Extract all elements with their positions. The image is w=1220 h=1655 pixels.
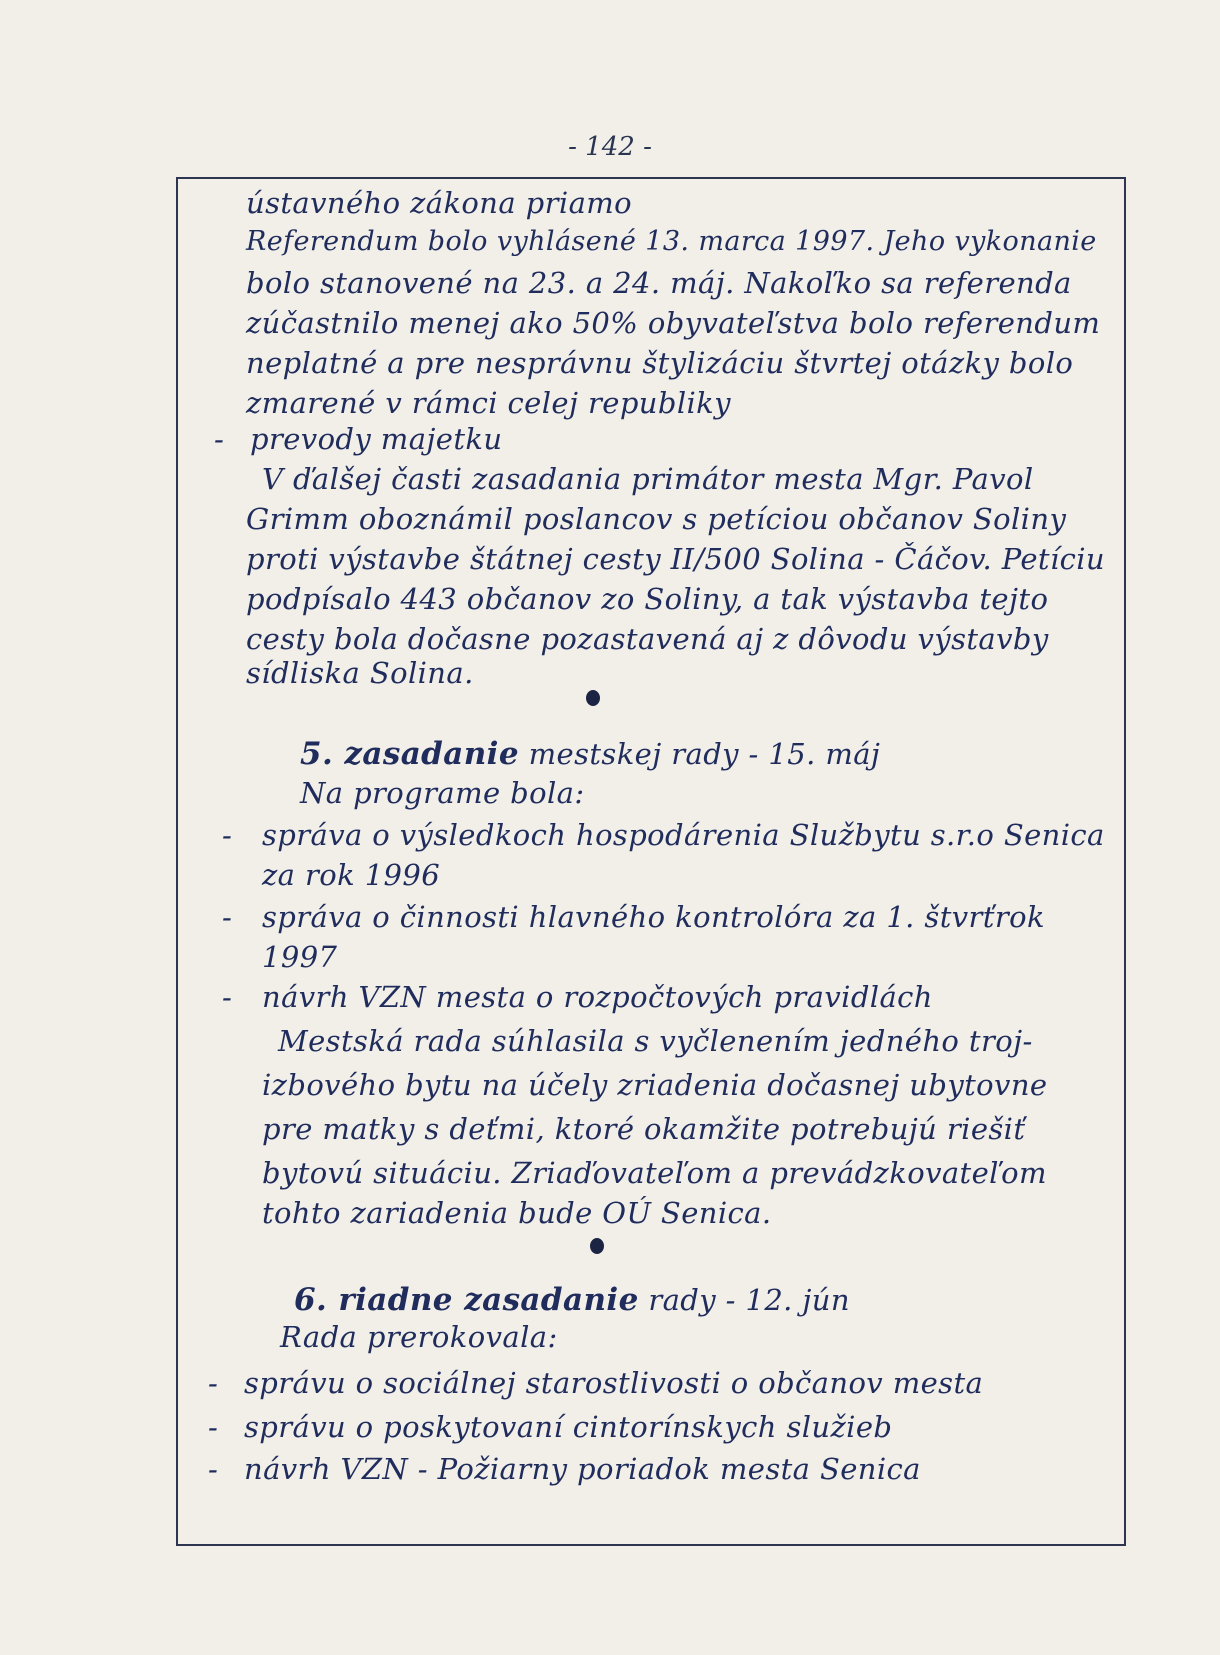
text-line: proti výstavbe štátnej cesty II/500 Solina - Čáčov. Petíciu [246, 542, 1106, 576]
section-separator-dot [590, 1238, 604, 1254]
list-item: správa o výsledkoch hospodárenia Službytu s.r.o Senica [262, 818, 1105, 852]
section-5-heading-bold: 5. zasadanie [300, 736, 519, 772]
text-line: pre matky s deťmi, ktoré okamžite potrebujú riešiť [262, 1112, 1026, 1146]
list-dash: - [222, 818, 232, 852]
list-dash: - [208, 1452, 218, 1486]
list-item-continuation: za rok 1996 [262, 858, 441, 892]
section-5-heading-rest: mestskej rady - 15. máj [519, 737, 881, 771]
text-line: Referendum bolo vyhlásené 13. marca 1997. Jeho vykonanie [246, 226, 1097, 257]
list-item-continuation: 1997 [262, 940, 338, 974]
text-line: Mestská rada súhlasila s vyčlenením jedného troj- [278, 1024, 1033, 1058]
text-line: bolo stanovené na 23. a 24. máj. Nakoľko sa referenda [246, 266, 1072, 300]
list-dash: - [208, 1366, 218, 1400]
list-dash: - [222, 900, 232, 934]
section-6-heading [294, 1282, 850, 1318]
text-line: ústavného zákona priamo [246, 186, 633, 220]
text-line: cesty bola dočasne pozastavená aj z dôvodu výstavby [246, 622, 1049, 656]
list-item: správa o činnosti hlavného kontrolóra za 1. štvrťrok [262, 900, 1045, 934]
list-item: prevody majetku [250, 422, 503, 456]
section-separator-dot [586, 690, 600, 706]
text-line: neplatné a pre nesprávnu štylizáciu štvrtej otázky bolo [246, 346, 1074, 380]
page-number: - 142 - [568, 132, 652, 162]
text-line: zúčastnilo menej ako 50% obyvateľstva bolo referendum [246, 306, 1101, 340]
section-5-intro: Na programe bola: [300, 776, 585, 810]
section-6-heading-rest: rady - 12. jún [638, 1283, 850, 1317]
section-6-heading-bold: 6. riadne zasadanie [294, 1282, 639, 1318]
text-line: sídliska Solina. [246, 656, 474, 690]
list-item: návrh VZN - Požiarny poriadok mesta Senica [244, 1452, 921, 1486]
text-line: tohto zariadenia bude OÚ Senica. [262, 1196, 772, 1230]
section-5-heading [300, 736, 880, 772]
text-line: bytovú situáciu. Zriaďovateľom a prevádzkovateľom [262, 1156, 1047, 1190]
text-line: zmarené v rámci celej republiky [246, 386, 731, 420]
list-item: správu o poskytovaní cintorínskych služieb [244, 1410, 893, 1444]
text-line: izbového bytu na účely zriadenia dočasnej ubytovne [262, 1068, 1048, 1102]
text-line: V ďalšej časti zasadania primátor mesta Mgr. Pavol [262, 462, 1034, 496]
list-item: návrh VZN mesta o rozpočtových pravidlách [262, 980, 933, 1014]
list-dash: - [208, 1410, 218, 1444]
list-dash: - [222, 980, 232, 1014]
text-line: podpísalo 443 občanov zo Soliny, a tak výstavba tejto [246, 582, 1049, 616]
section-6-intro: Rada prerokovala: [280, 1320, 558, 1354]
list-item: správu o sociálnej starostlivosti o občanov mesta [244, 1366, 984, 1400]
list-dash: - [214, 422, 224, 456]
text-line: Grimm oboznámil poslancov s petíciou občanov Soliny [246, 502, 1067, 536]
